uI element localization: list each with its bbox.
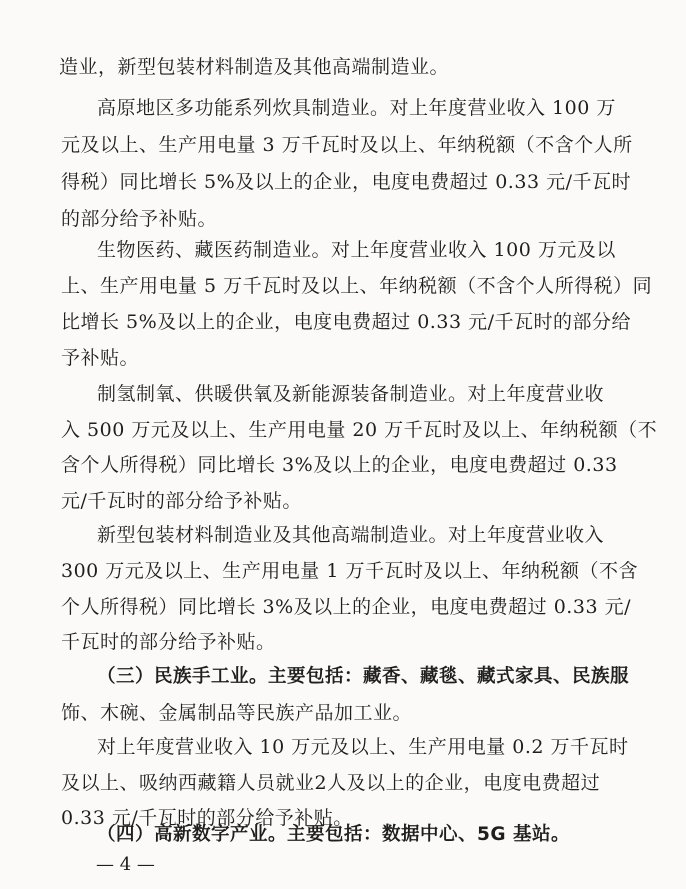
text-line: 的部分给予补贴。 [61, 208, 218, 230]
text-line: 及以上、吸纳西藏籍人员就业2人及以上的企业，电度电费超过 [61, 772, 601, 794]
text-line: 0.33 元/千瓦时的部分给予补贴。 [61, 807, 353, 829]
text-line: 比增长 5%及以上的企业，电度电费超过 0.33 元/千瓦时的部分给 [61, 311, 631, 333]
text-line: 予补贴。 [61, 347, 140, 369]
text-line: 入 500 万元及以上、生产用电量 20 万千瓦时及以上、年纳税额（不 [61, 419, 658, 441]
text-line: 饰、木碗、金属制品等民族产品加工业。 [61, 702, 413, 724]
text-line: 300 万元及以上、生产用电量 1 万千瓦时及以上、年纳税额（不含 [61, 560, 638, 582]
paragraph-start-line: 新型包装材料制造业及其他高端制造业。对上年度营业收入 [97, 524, 605, 546]
section-heading-3: （三）民族手工业。主要包括：藏香、藏毯、藏式家具、民族服 [97, 666, 630, 687]
text-line-1: 造业，新型包装材料制造及其他高端制造业。 [59, 56, 450, 78]
text-line: 得税）同比增长 5%及以上的企业，电度电费超过 0.33 元/千瓦时 [61, 171, 631, 193]
paragraph-start-line: 高原地区多功能系列炊具制造业。对上年度营业收入 100 万 [97, 97, 616, 119]
paragraph-start-line: 制氢制氧、供暖供氧及新能源装备制造业。对上年度营业收 [97, 383, 605, 405]
text-line: 元/千瓦时的部分给予补贴。 [61, 490, 302, 512]
page-number: — 4 — [96, 854, 155, 875]
paragraph-start-line: 对上年度营业收入 10 万元及以上、生产用电量 0.2 万千瓦时 [97, 736, 629, 758]
paragraph-start-line: 生物医药、藏医药制造业。对上年度营业收入 100 万元及以 [97, 239, 616, 261]
text-line: 含个人所得税）同比增长 3%及以上的企业，电度电费超过 0.33 [61, 454, 618, 476]
section-heading-4: （四）高新数字产业。主要包括：数据中心、5G 基站。 [97, 824, 570, 845]
text-line: 个人所得税）同比增长 3%及以上的企业，电度电费超过 0.33 元/ [61, 596, 631, 618]
text-line: 千瓦时的部分给予补贴。 [61, 631, 276, 653]
text-line: 元及以上、生产用电量 3 万千瓦时及以上、年纳税额（不含个人所 [61, 134, 633, 156]
text-line: 上、生产用电量 5 万千瓦时及以上、年纳税额（不含个人所得税）同 [61, 275, 653, 297]
